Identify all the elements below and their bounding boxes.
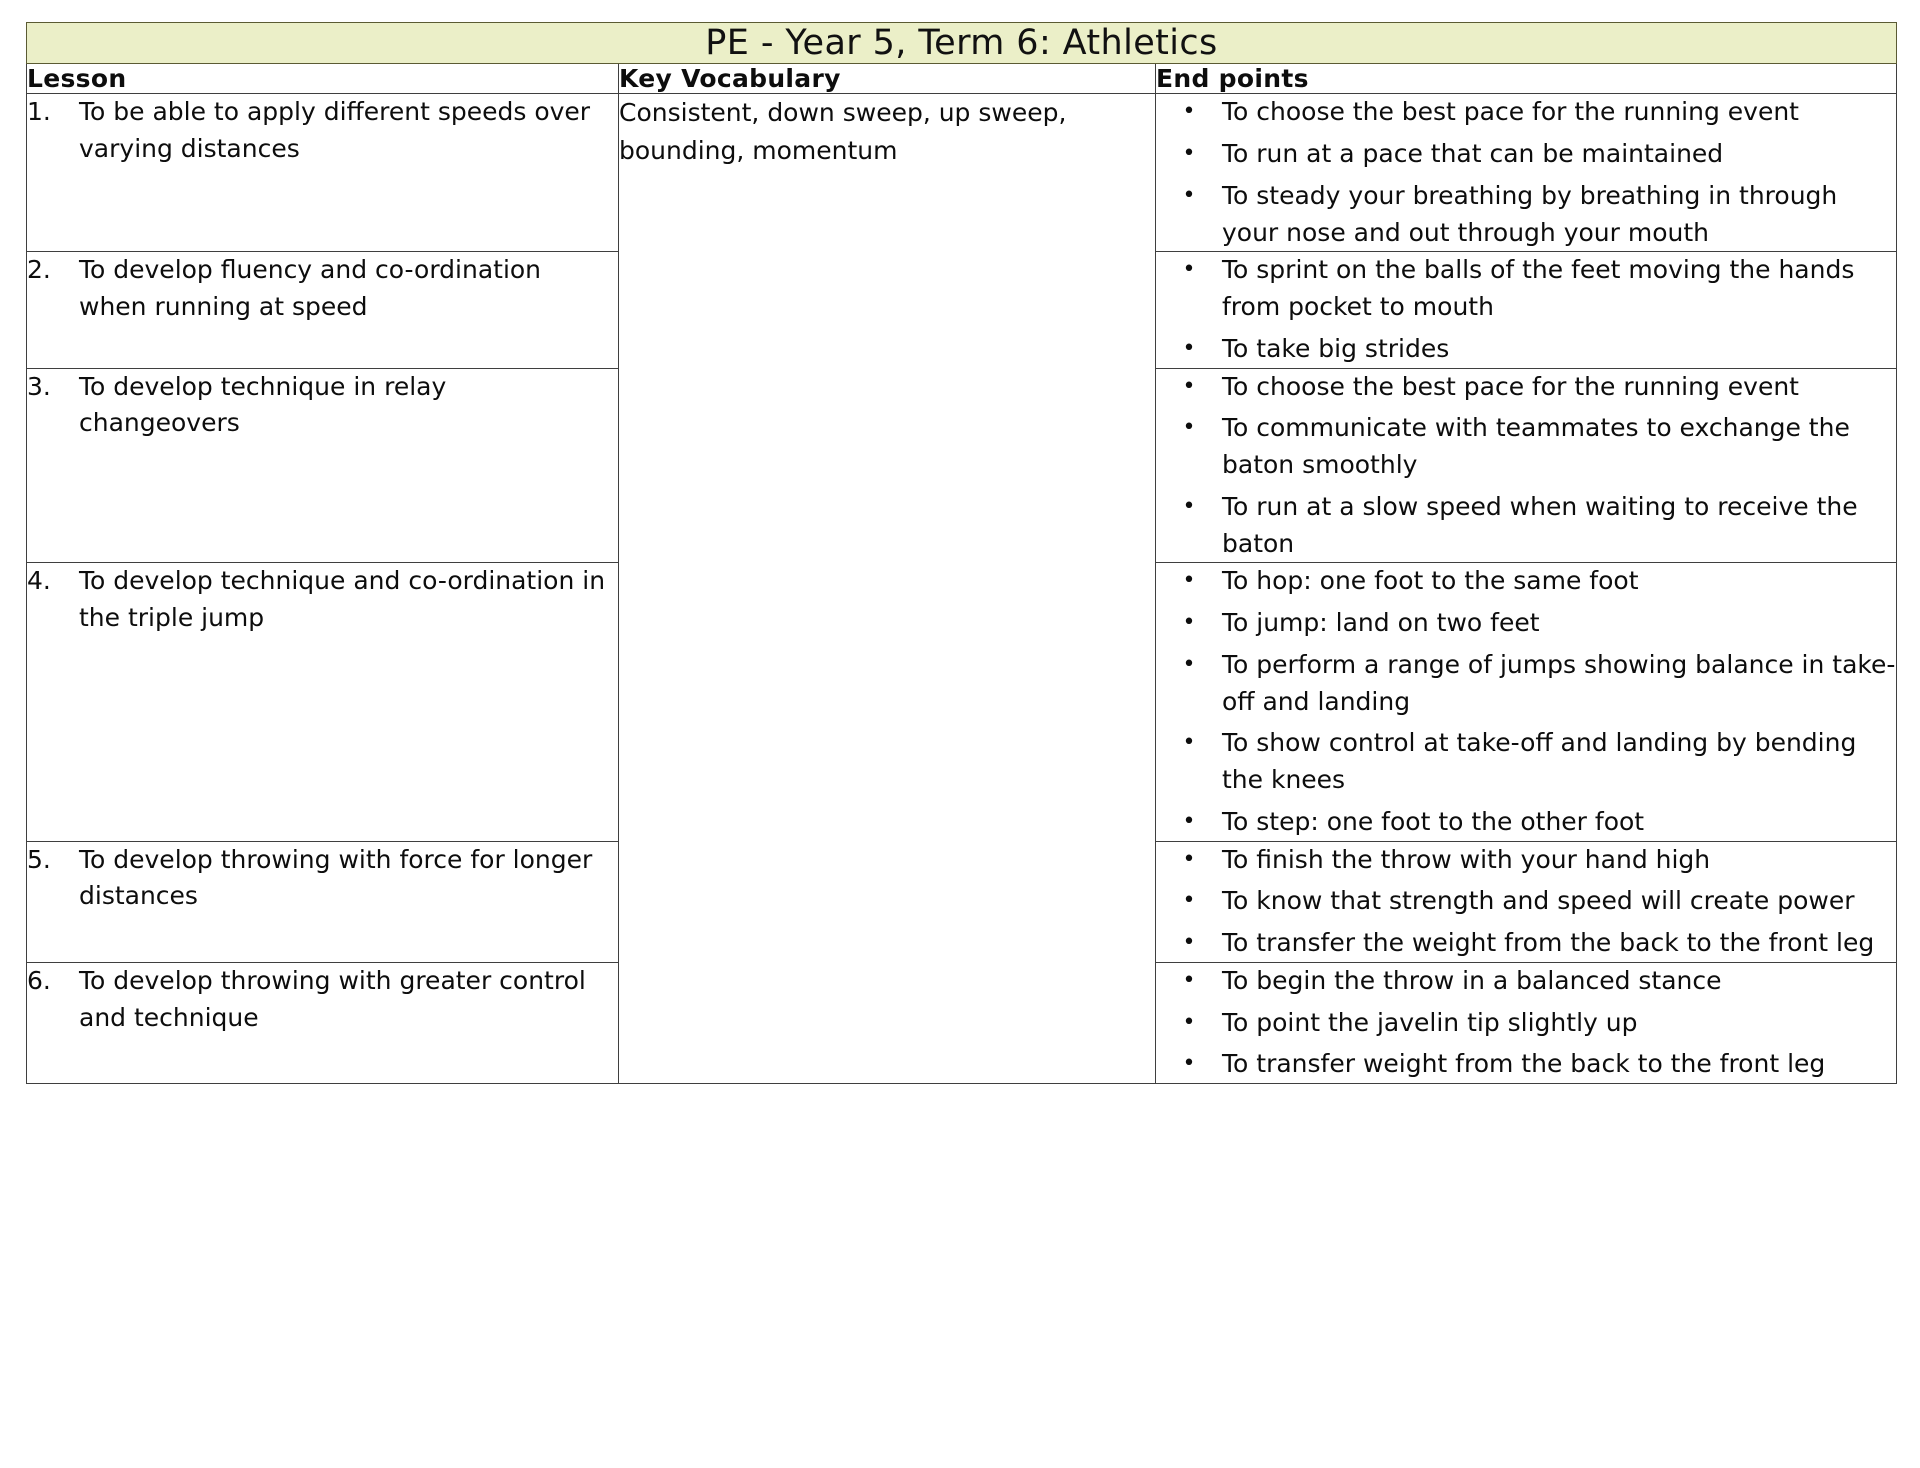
bullet-icon: • — [1182, 415, 1196, 441]
end-point-text: To step: one foot to the other foot — [1222, 806, 1645, 836]
lesson-number: 6. — [27, 965, 51, 995]
lesson-cell — [27, 841, 619, 962]
list-item — [1156, 94, 1896, 131]
key-vocabulary-text: Consistent, down sweep, up sweep, bounding, momentum — [619, 98, 1067, 165]
end-point-text: To steady your breathing by breathing in through your nose and out through your mouth — [1222, 180, 1838, 247]
lesson-objective: To develop throwing with greater control and technique — [79, 965, 586, 1032]
end-points-list — [1156, 369, 1896, 563]
list-item — [1156, 331, 1896, 368]
lesson-entry — [27, 563, 618, 637]
bullet-icon: • — [1182, 610, 1196, 635]
bullet-icon: • — [1182, 568, 1196, 594]
document-title-cell — [27, 23, 1897, 64]
end-point-text: To know that strength and speed will create power — [1222, 886, 1855, 916]
end-point-text: To show control at take-off and landing by bending the knees — [1222, 728, 1857, 794]
end-points-cell — [1156, 841, 1897, 962]
list-item — [1156, 925, 1896, 962]
list-item — [1156, 842, 1896, 879]
table-row — [27, 94, 1897, 252]
bullet-icon: • — [1182, 141, 1196, 166]
lesson-entry — [27, 842, 618, 916]
lesson-cell — [27, 563, 619, 841]
lesson-number: 3. — [27, 371, 51, 401]
bullet-icon: • — [1182, 846, 1196, 872]
list-item — [1156, 963, 1896, 1000]
lesson-entry — [27, 369, 618, 443]
end-points-cell — [1156, 563, 1897, 841]
end-points-list — [1156, 563, 1896, 840]
end-point-text: To begin the throw in a balanced stance — [1222, 965, 1722, 995]
bullet-icon: • — [1182, 99, 1196, 125]
end-point-text: To communicate with teammates to exchange the baton smoothly — [1222, 413, 1850, 479]
bullet-icon: • — [1182, 967, 1196, 993]
bullet-icon: • — [1182, 1009, 1196, 1035]
column-header-lesson: Lesson — [27, 64, 127, 94]
list-item — [1156, 1046, 1896, 1083]
table-body — [27, 23, 1897, 1084]
list-item — [1156, 605, 1896, 642]
bullet-icon: • — [1182, 373, 1196, 399]
lesson-cell — [27, 368, 619, 563]
list-item — [1156, 647, 1896, 721]
header-cell-end-points — [1156, 64, 1897, 94]
lesson-entry — [27, 94, 618, 168]
page-title: PE - Year 5, Term 6: Athletics — [705, 23, 1218, 63]
end-points-cell — [1156, 94, 1897, 252]
end-point-text: To run at a pace that can be maintained — [1222, 139, 1724, 168]
list-item — [1156, 563, 1896, 600]
lesson-cell — [27, 962, 619, 1083]
bullet-icon: • — [1182, 493, 1196, 519]
end-point-text: To point the javelin tip slightly up — [1222, 1007, 1638, 1037]
end-point-text: To jump: land on two feet — [1222, 608, 1540, 637]
end-points-cell — [1156, 252, 1897, 368]
curriculum-table — [26, 22, 1897, 1084]
column-header-end-points: End points — [1156, 64, 1309, 94]
header-cell-lesson — [27, 64, 619, 94]
lesson-number: 2. — [27, 255, 51, 285]
end-point-text: To take big strides — [1222, 333, 1450, 363]
column-header-row — [27, 64, 1897, 94]
bullet-icon: • — [1182, 930, 1196, 955]
bullet-icon: • — [1182, 335, 1196, 361]
end-point-text: To sprint on the balls of the feet moving the hands from pocket to mouth — [1222, 255, 1855, 321]
column-header-key-vocabulary: Key Vocabulary — [619, 64, 841, 94]
lesson-objective: To develop fluency and co-ordination when running at speed — [79, 255, 542, 321]
lesson-entry — [27, 252, 618, 326]
list-item — [1156, 1005, 1896, 1042]
end-point-text: To run at a slow speed when waiting to receive the baton — [1222, 491, 1858, 558]
end-point-text: To choose the best pace for the running event — [1222, 97, 1799, 127]
bullet-icon: • — [1182, 808, 1196, 834]
lesson-objective: To be able to apply different speeds over varying distances — [79, 97, 591, 163]
list-item — [1156, 804, 1896, 841]
lesson-number: 1. — [27, 97, 51, 127]
bullet-icon: • — [1182, 730, 1196, 756]
end-point-text: To finish the throw with your hand high — [1222, 844, 1711, 874]
end-point-text: To perform a range of jumps showing balance in take-off and landing — [1222, 649, 1896, 716]
list-item — [1156, 410, 1896, 484]
bullet-icon: • — [1182, 888, 1196, 914]
header-cell-key-vocabulary — [619, 64, 1156, 94]
list-item — [1156, 489, 1896, 563]
bullet-icon: • — [1182, 651, 1196, 677]
end-points-list — [1156, 842, 1896, 962]
lesson-objective: To develop throwing with force for longer distances — [79, 844, 593, 911]
end-points-list — [1156, 963, 1896, 1083]
lesson-cell — [27, 94, 619, 252]
end-point-text: To transfer weight from the back to the front leg — [1222, 1049, 1826, 1079]
list-item — [1156, 883, 1896, 920]
lesson-objective: To develop technique and co-ordination in the triple jump — [79, 566, 606, 632]
bullet-icon: • — [1182, 1051, 1196, 1077]
end-point-text: To choose the best pace for the running event — [1222, 371, 1799, 401]
lesson-number: 5. — [27, 844, 51, 874]
lesson-objective: To develop technique in relay changeovers — [79, 371, 447, 438]
end-points-cell — [1156, 962, 1897, 1083]
list-item — [1156, 178, 1896, 252]
key-vocabulary-cell — [619, 94, 1156, 1084]
end-point-text: To transfer the weight from the back to the front leg — [1222, 928, 1875, 957]
list-item — [1156, 725, 1896, 799]
bullet-icon: • — [1182, 182, 1196, 208]
end-point-text: To hop: one foot to the same foot — [1222, 566, 1639, 596]
lesson-entry — [27, 963, 618, 1037]
list-item — [1156, 369, 1896, 406]
list-item — [1156, 136, 1896, 173]
title-row — [27, 23, 1897, 64]
lesson-cell — [27, 252, 619, 368]
list-item — [1156, 252, 1896, 326]
end-points-list — [1156, 94, 1896, 251]
bullet-icon: • — [1182, 257, 1196, 283]
end-points-list — [1156, 252, 1896, 367]
lesson-number: 4. — [27, 566, 51, 596]
end-points-cell — [1156, 368, 1897, 563]
